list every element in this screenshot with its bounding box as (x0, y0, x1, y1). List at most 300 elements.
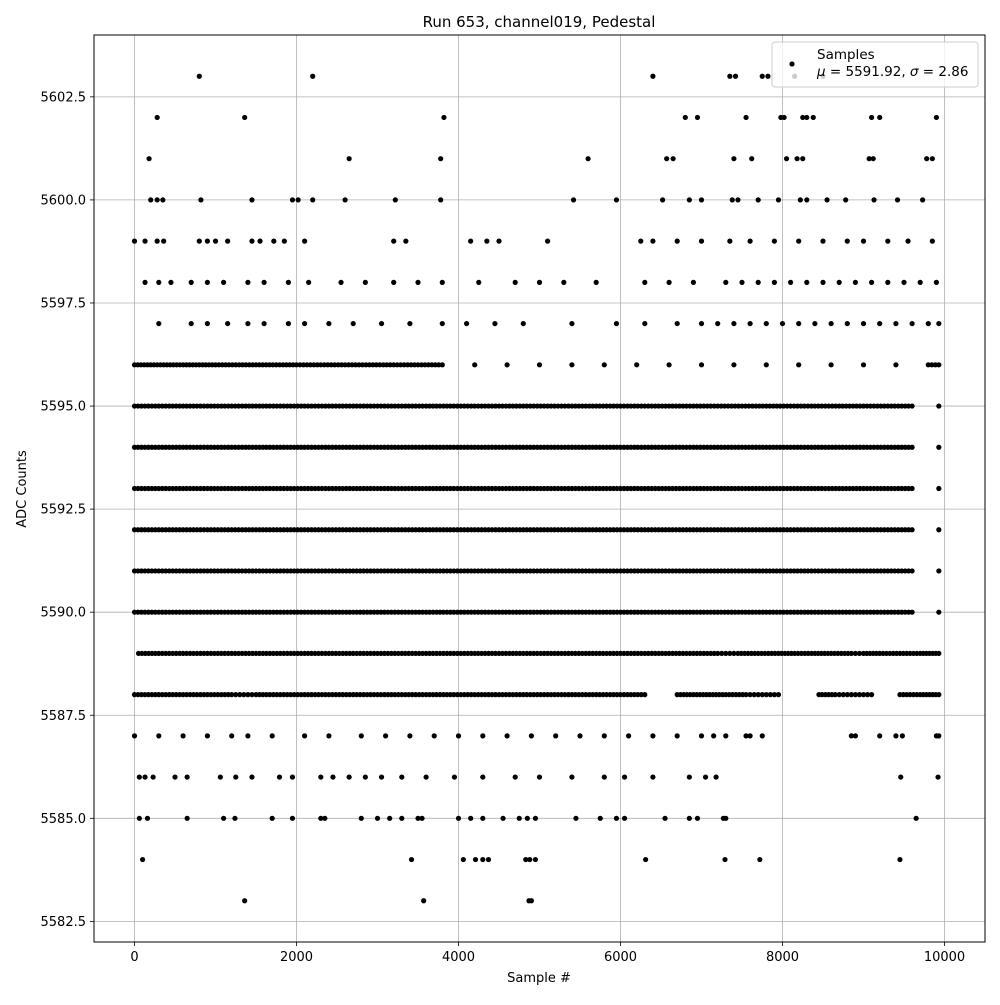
data-point (735, 197, 740, 202)
data-point (733, 74, 738, 79)
data-point (699, 239, 704, 244)
data-point (326, 321, 331, 326)
data-point (529, 733, 534, 738)
data-point (936, 733, 941, 738)
data-point (513, 774, 518, 779)
data-point (387, 816, 392, 821)
data-point (407, 733, 412, 738)
data-point (877, 321, 882, 326)
data-point (326, 733, 331, 738)
data-point (525, 816, 530, 821)
data-point (282, 239, 287, 244)
data-point (399, 774, 404, 779)
data-point (290, 816, 295, 821)
data-point (347, 774, 352, 779)
data-point (749, 156, 754, 161)
data-point (137, 774, 142, 779)
data-point (290, 197, 295, 202)
data-point (383, 733, 388, 738)
data-point (221, 280, 226, 285)
data-point (780, 321, 785, 326)
legend-series-name: Samples (817, 47, 875, 63)
data-point (156, 733, 161, 738)
data-point (473, 857, 478, 862)
y-tick-label: 5582.5 (40, 914, 86, 930)
data-point (614, 816, 619, 821)
x-tick-label: 8000 (765, 950, 800, 965)
data-point (699, 733, 704, 738)
data-point (205, 280, 210, 285)
data-point (796, 321, 801, 326)
data-point (496, 239, 501, 244)
x-tick-label: 10000 (923, 950, 966, 965)
data-point (302, 321, 307, 326)
data-point (930, 239, 935, 244)
data-point (642, 692, 647, 697)
data-point (622, 774, 627, 779)
data-point (715, 321, 720, 326)
data-point (936, 610, 941, 615)
data-point (598, 816, 603, 821)
data-point (461, 857, 466, 862)
data-point (181, 733, 186, 738)
data-point (347, 156, 352, 161)
data-point (877, 115, 882, 120)
data-point (262, 280, 267, 285)
data-point (197, 74, 202, 79)
data-point (898, 774, 903, 779)
data-point (910, 445, 915, 450)
data-point (869, 692, 874, 697)
data-point (671, 156, 676, 161)
data-point (877, 733, 882, 738)
data-point (277, 774, 282, 779)
data-point (586, 156, 591, 161)
data-point (829, 362, 834, 367)
data-point (936, 362, 941, 367)
chart-title: Run 653, channel019, Pedestal (422, 13, 656, 31)
data-point (198, 197, 203, 202)
data-point (594, 280, 599, 285)
data-point (897, 857, 902, 862)
data-point (393, 197, 398, 202)
data-point (731, 156, 736, 161)
data-point (748, 733, 753, 738)
data-point (796, 239, 801, 244)
data-point (936, 568, 941, 573)
data-point (537, 774, 542, 779)
data-point (730, 197, 735, 202)
y-tick-label: 5597.5 (40, 296, 86, 312)
data-point (727, 74, 732, 79)
data-point (476, 280, 481, 285)
data-point (359, 816, 364, 821)
data-point (310, 197, 315, 202)
data-point (286, 321, 291, 326)
data-point (820, 239, 825, 244)
data-point (505, 733, 510, 738)
data-point (218, 774, 223, 779)
data-point (820, 280, 825, 285)
data-point (351, 321, 356, 326)
data-point (148, 197, 153, 202)
data-point (432, 733, 437, 738)
data-point (533, 857, 538, 862)
y-tick-label: 5595.0 (40, 399, 86, 415)
data-point (853, 733, 858, 738)
data-point (245, 280, 250, 285)
data-point (569, 362, 574, 367)
data-point (743, 115, 748, 120)
data-point (812, 321, 817, 326)
data-point (934, 115, 939, 120)
data-point (480, 857, 485, 862)
data-point (918, 280, 923, 285)
data-point (359, 733, 364, 738)
legend-sigma-symbol: σ (909, 64, 919, 80)
data-point (885, 280, 890, 285)
data-point (675, 321, 680, 326)
data-point (731, 362, 736, 367)
data-point (379, 321, 384, 326)
data-point (926, 321, 931, 326)
data-point (782, 115, 787, 120)
data-point (527, 857, 532, 862)
data-point (521, 321, 526, 326)
data-point (675, 239, 680, 244)
data-point (722, 857, 727, 862)
data-point (905, 239, 910, 244)
data-point (409, 857, 414, 862)
data-point (505, 362, 510, 367)
data-point (760, 74, 765, 79)
data-point (424, 774, 429, 779)
data-point (480, 733, 485, 738)
data-point (861, 239, 866, 244)
data-point (748, 239, 753, 244)
data-point (622, 816, 627, 821)
data-point (155, 239, 160, 244)
data-point (132, 239, 137, 244)
data-point (569, 774, 574, 779)
data-point (399, 816, 404, 821)
data-point (363, 280, 368, 285)
data-point (691, 280, 696, 285)
data-point (935, 774, 940, 779)
data-point (713, 774, 718, 779)
data-point (893, 733, 898, 738)
data-point (798, 197, 803, 202)
data-point (577, 733, 582, 738)
data-point (910, 610, 915, 615)
data-point (155, 197, 160, 202)
data-point (699, 197, 704, 202)
y-tick-label: 5600.0 (40, 193, 86, 209)
legend-mu-symbol: μ (817, 64, 826, 80)
data-point (407, 321, 412, 326)
data-point (843, 197, 848, 202)
data-point (662, 816, 667, 821)
data-point (804, 115, 809, 120)
data-point (764, 362, 769, 367)
data-point (756, 280, 761, 285)
data-point (403, 239, 408, 244)
data-point (664, 156, 669, 161)
data-point (748, 321, 753, 326)
data-point (764, 321, 769, 326)
data-point (484, 239, 489, 244)
data-point (343, 197, 348, 202)
y-tick-label: 5602.5 (40, 90, 86, 106)
y-axis-label: ADC Counts (15, 450, 30, 528)
data-point (229, 733, 234, 738)
data-point (185, 816, 190, 821)
data-point (804, 280, 809, 285)
data-point (302, 733, 307, 738)
data-point (438, 197, 443, 202)
data-point (189, 321, 194, 326)
data-point (137, 816, 142, 821)
data-point (900, 733, 905, 738)
data-point (270, 816, 275, 821)
data-point (306, 280, 311, 285)
data-point (794, 156, 799, 161)
data-point (861, 362, 866, 367)
data-point (286, 280, 291, 285)
data-point (614, 321, 619, 326)
data-point (221, 816, 226, 821)
data-point (486, 857, 491, 862)
data-point (561, 280, 566, 285)
legend-mu-value: = 5591.92, (825, 64, 910, 80)
data-point (723, 280, 728, 285)
data-point (638, 239, 643, 244)
data-point (375, 816, 380, 821)
data-point (739, 280, 744, 285)
data-point (756, 197, 761, 202)
data-point (338, 280, 343, 285)
data-point (262, 321, 267, 326)
data-point (893, 321, 898, 326)
data-point (142, 774, 147, 779)
data-point (517, 816, 522, 821)
data-point (845, 321, 850, 326)
data-point (687, 197, 692, 202)
data-point (643, 857, 648, 862)
data-point (156, 321, 161, 326)
data-point (695, 115, 700, 120)
data-point (757, 857, 762, 862)
data-point (464, 321, 469, 326)
data-point (667, 280, 672, 285)
data-point (699, 321, 704, 326)
data-point (634, 362, 639, 367)
data-point (151, 774, 156, 779)
data-point (650, 774, 655, 779)
data-point (480, 774, 485, 779)
data-point (225, 321, 230, 326)
data-point (142, 239, 147, 244)
data-point (132, 733, 137, 738)
data-point (142, 280, 147, 285)
data-point (249, 197, 254, 202)
data-point (145, 816, 150, 821)
data-point (895, 197, 900, 202)
data-point (602, 733, 607, 738)
data-point (723, 733, 728, 738)
data-point (784, 156, 789, 161)
y-tick-label: 5585.0 (40, 811, 86, 827)
legend (772, 42, 978, 87)
y-tick-label: 5587.5 (40, 708, 86, 724)
data-point (824, 197, 829, 202)
data-point (936, 692, 941, 697)
data-point (934, 280, 939, 285)
data-point (242, 115, 247, 120)
data-point (837, 280, 842, 285)
data-point (920, 197, 925, 202)
data-point (257, 239, 262, 244)
data-point (614, 197, 619, 202)
data-point (930, 156, 935, 161)
data-point (687, 816, 692, 821)
data-point (419, 816, 424, 821)
data-point (731, 321, 736, 326)
data-point (869, 280, 874, 285)
data-point (480, 816, 485, 821)
data-point (537, 362, 542, 367)
data-point (161, 239, 166, 244)
data-point (440, 280, 445, 285)
data-point (242, 898, 247, 903)
data-point (796, 362, 801, 367)
data-point (845, 239, 850, 244)
data-point (683, 115, 688, 120)
data-point (472, 362, 477, 367)
data-point (788, 280, 793, 285)
x-tick-label: 6000 (603, 950, 638, 965)
data-point (537, 280, 542, 285)
data-point (910, 568, 915, 573)
data-point (765, 74, 770, 79)
data-point (650, 239, 655, 244)
data-point (156, 280, 161, 285)
data-point (936, 527, 941, 532)
data-point (440, 321, 445, 326)
x-axis-label: Sample # (507, 971, 571, 986)
data-point (667, 362, 672, 367)
data-point (910, 486, 915, 491)
data-point (760, 733, 765, 738)
data-point (910, 527, 915, 532)
data-point (205, 733, 210, 738)
data-point (936, 651, 941, 656)
data-point (468, 239, 473, 244)
data-point (869, 115, 874, 120)
data-point (379, 774, 384, 779)
data-point (197, 239, 202, 244)
data-point (146, 156, 151, 161)
data-point (901, 280, 906, 285)
data-point (727, 239, 732, 244)
data-point (936, 321, 941, 326)
data-point (924, 156, 929, 161)
x-tick-label: 2000 (279, 950, 314, 965)
data-point (492, 321, 497, 326)
data-point (626, 733, 631, 738)
data-point (415, 280, 420, 285)
data-point (910, 403, 915, 408)
data-point (271, 239, 276, 244)
x-tick-label: 4000 (441, 950, 476, 965)
data-point (573, 816, 578, 821)
data-point (650, 733, 655, 738)
data-point (529, 898, 534, 903)
data-point (703, 774, 708, 779)
data-point (871, 197, 876, 202)
data-point (189, 280, 194, 285)
data-point (249, 774, 254, 779)
data-point (249, 239, 254, 244)
data-point (936, 445, 941, 450)
data-point (330, 774, 335, 779)
data-point (660, 197, 665, 202)
data-point (391, 280, 396, 285)
data-point (772, 239, 777, 244)
data-point (602, 774, 607, 779)
data-point (829, 321, 834, 326)
data-point (225, 239, 230, 244)
data-point (421, 898, 426, 903)
data-point (172, 774, 177, 779)
data-point (811, 115, 816, 120)
data-point (853, 280, 858, 285)
data-point (232, 816, 237, 821)
data-point (452, 774, 457, 779)
data-point (772, 280, 777, 285)
data-point (440, 362, 445, 367)
data-point (140, 857, 145, 862)
data-point (687, 774, 692, 779)
data-point (910, 321, 915, 326)
data-point (776, 692, 781, 697)
data-point (569, 321, 574, 326)
data-point (233, 774, 238, 779)
data-point (456, 733, 461, 738)
data-point (290, 774, 295, 779)
data-point (363, 774, 368, 779)
data-point (804, 197, 809, 202)
data-point (936, 486, 941, 491)
data-point (160, 197, 165, 202)
data-point (642, 321, 647, 326)
data-point (270, 733, 275, 738)
data-point (571, 197, 576, 202)
data-point (322, 816, 327, 821)
data-point (723, 816, 728, 821)
data-point (602, 362, 607, 367)
data-point (936, 403, 941, 408)
data-point (861, 321, 866, 326)
data-point (302, 239, 307, 244)
data-point (650, 74, 655, 79)
data-point (441, 115, 446, 120)
legend-stats (816, 64, 968, 80)
data-point (871, 156, 876, 161)
data-point (456, 816, 461, 821)
data-point (185, 774, 190, 779)
data-point (800, 156, 805, 161)
